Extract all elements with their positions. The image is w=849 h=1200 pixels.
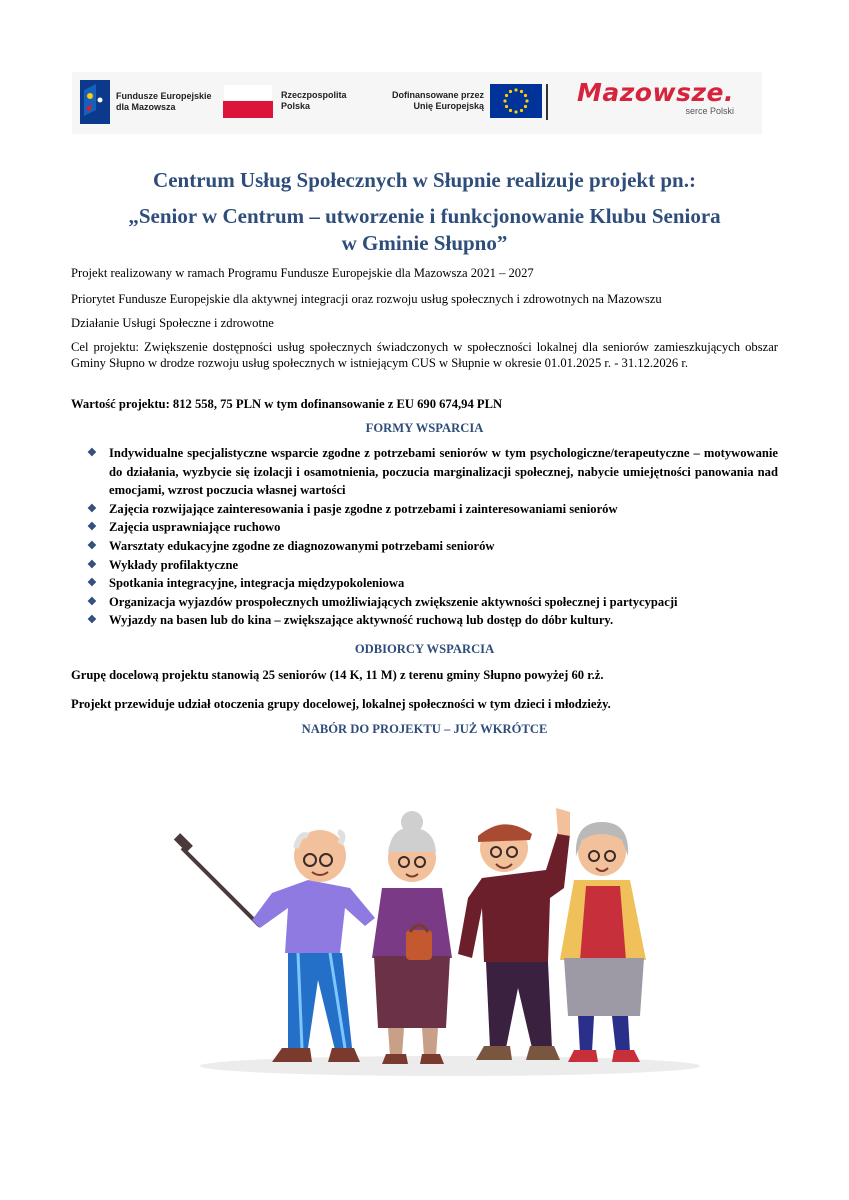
list-item: ❖ Zajęcia usprawniające ruchowo	[87, 518, 778, 537]
diamond-bullet-icon: ❖	[87, 521, 97, 534]
list-item: ❖ Spotkania integracyjne, integracja międzypokoleniowa	[87, 574, 778, 593]
rp-line2: Polska	[281, 101, 311, 111]
diamond-bullet-icon: ❖	[87, 577, 97, 590]
mazowsze-wordmark: Mazowsze.	[577, 78, 734, 107]
target-group-text: Grupę docelową projektu stanowią 25 seniorów (14 K, 11 M) z terenu gminy Słupno powyżej 60 r.ż.	[71, 668, 604, 682]
list-item: ❖ Indywidualne specjalistyczne wsparcie zgodne z potrzebami seniorów w tym psychologiczne/terapeutyczne – motywowanie do działania, wyzbycie się izolacji i osamotnienia, poczucia marginalizacji społecznej, nabycie umiejętności panowania nad emocjami, wzrost poczucia własnej wartości	[87, 446, 778, 498]
polish-flag-icon	[223, 84, 273, 118]
fe-emblem-icon	[80, 80, 110, 124]
senior-woman-yellow	[560, 822, 646, 1062]
goal-text: Cel projektu: Zwiększenie dostępności usług społecznych świadczonych w społeczności lokalnej dla seniorów zamieszkujących obszar Gminy Słupno w drodze rozwoju usług społecznych w istniejącym CUS w Słupnie w okresie 01.01.2025 r. - 31.12.2026 r.	[71, 340, 778, 370]
mazowsze-subtitle: serce Polski	[685, 106, 734, 116]
support-heading: FORMY WSPARCIA	[365, 421, 484, 435]
eu-line1: Dofinansowane przez	[392, 90, 485, 100]
diamond-bullet-icon: ❖	[87, 539, 97, 552]
fe-line1: Fundusze Europejskie	[116, 91, 212, 101]
list-item: ❖ Wyjazdy na basen lub do kina – zwiększające aktywność ruchową lub dostęp do dóbr kultury.	[87, 611, 778, 630]
recruitment-heading: NABÓR DO PROJEKTU – JUŻ WKRÓTCE	[301, 722, 548, 736]
project-name-line1: „Senior w Centrum – utworzenie i funkcjonowanie Klubu Seniora	[128, 204, 721, 228]
seniors-illustration	[160, 748, 700, 1118]
logo-divider	[546, 84, 548, 120]
list-item: ❖ Warsztaty edukacyjne zgodne ze diagnozowanymi potrzebami seniorów	[87, 537, 778, 556]
fe-logo	[80, 80, 212, 124]
mazowsze-logo	[577, 80, 734, 116]
logo-bar	[72, 72, 762, 134]
diamond-bullet-icon: ❖	[87, 595, 97, 608]
priority-text: Priorytet Fundusze Europejskie dla aktywnej integracji oraz rozwoju usług społecznych i zdrowotnych na Mazowszu	[71, 292, 662, 306]
action-text: Działanie Usługi Społeczne i zdrowotne	[71, 316, 274, 330]
rp-line1: Rzeczpospolita	[281, 90, 347, 100]
program-text: Projekt realizowany w ramach Programu Fundusze Europejskie dla Mazowsza 2021 – 2027	[71, 266, 534, 280]
project-value: Wartość projektu: 812 558, 75 PLN w tym dofinansowanie z EU 690 674,94 PLN	[71, 397, 503, 411]
diamond-bullet-icon: ❖	[87, 614, 97, 627]
recipients-heading: ODBIORCY WSPARCIA	[354, 642, 495, 656]
project-name	[0, 203, 849, 257]
diamond-bullet-icon: ❖	[87, 502, 97, 515]
diamond-bullet-icon: ❖	[87, 558, 97, 571]
list-item: ❖ Zajęcia rozwijające zainteresowania i pasje zgodne z potrzebami i zainteresowaniami seniorów	[87, 500, 778, 519]
eu-logo	[392, 84, 542, 118]
senior-man-purple	[252, 830, 375, 1062]
diamond-bullet-icon: ❖	[87, 447, 97, 459]
senior-man-waving	[458, 808, 570, 1060]
senior-woman-purple	[372, 811, 452, 1064]
support-list	[87, 444, 778, 630]
page-title: Centrum Usług Społecznych w Słupnie realizuje projekt pn.:	[153, 168, 696, 192]
rp-logo	[223, 84, 347, 118]
fe-line2: dla Mazowsza	[116, 102, 176, 112]
list-item: ❖ Organizacja wyjazdów prospołecznych umożliwiających zwiększenie aktywności społecznej i partycypacji	[87, 593, 778, 612]
eu-line2: Unię Europejską	[413, 101, 485, 111]
eu-flag-icon	[490, 84, 542, 118]
environment-text: Projekt przewiduje udział otoczenia grupy docelowej, lokalnej społeczności w tym dzieci i młodzieży.	[71, 697, 611, 711]
project-name-line2: w Gminie Słupno”	[341, 231, 508, 255]
list-item: ❖ Wykłady profilaktyczne	[87, 556, 778, 575]
